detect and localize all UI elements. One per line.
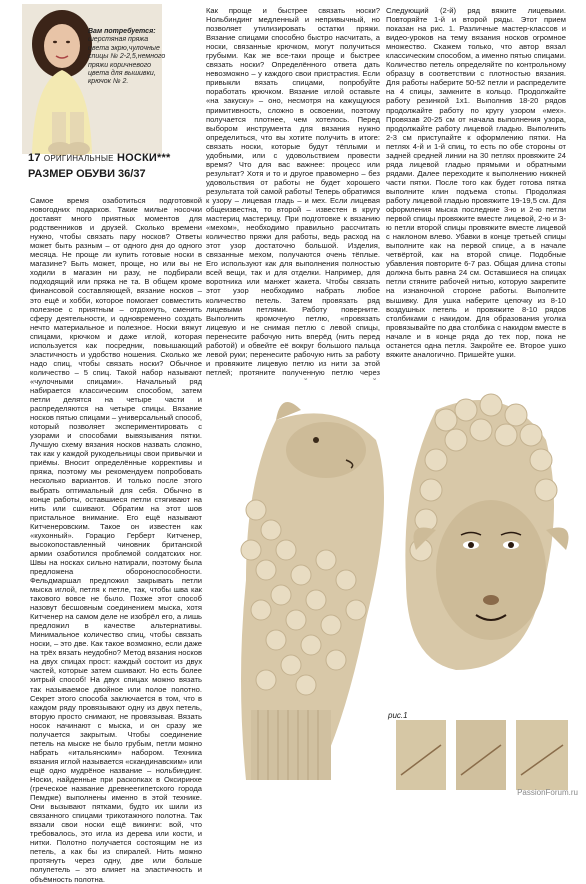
materials-text: шерстяная пряжа цвета экрю,чулочные спицы № 2-2,5,немного пряжи коричневого цвета для вышивки, крючок № 2. bbox=[88, 36, 166, 86]
figure-label: рис.1 bbox=[388, 711, 408, 720]
title-word-socks: НОСКИ bbox=[116, 152, 158, 164]
title-word-original: ОРИГИНАЛЬНЫЕ bbox=[43, 154, 114, 163]
sheep-socks-photo bbox=[206, 380, 572, 794]
project-title bbox=[28, 152, 170, 164]
article-column-3: Следующий (2-й) ряд вяжите лицевыми. Повторяйте 1-й и второй ряды. Этот прием показан на рис. 1. Различные мастер-классов и видео-уроков на тему вязания носков огромное множество. Скажем только, что автор вязал классическим способом, а именно пятью спицами. Количество петель определяйте по контрольному образцу в соответствии с плотностью вязания. Для работы наберите 50-52 петли и распределите на 4 спицы, замкните в кольцо. Продолжайте работу резинкой 1х1. Выполнив 18-20 рядов продолжайте работу по кругу узором «мех». Провязав 20-25 см от начала выполнения узора, продолжайте работу лицевой гладью. Выполнить 2-3 см приступайте к оформлению пятки. На петлях 4-й и 1-й спиц, то есть по обе стороны от задней средней линии на 30 петлях провяжите 24 ряда лицевой гладью прямыми и обратными рядами. Далее переходите к выполнению нижней части пятки. После того как будет готова пятка выполните клин подъема стопы. Продолжая работу лицевой гладью провяжите 19-19,5 см. Для оформления мыска последние 3-ю и 2-ю петли первой спицы провяжите вместе лицевой, 2-ю и 3-ю петли второй спицы провяжите вместе лицевой с наклоном влево. Убавки в конце третьей спицы выполните как на первой спице, а в начале четвёртой, как на второй спице. Подобные убавления повторите 6-7 раз. Общая длина стопы должна быть равна 24 см. Оставшиеся на спицах петли стяните рабочей нитью, которую закрепите на изнаночной стороне работы. Выполните вышивку. Для ушка наберите цепочку из 8-10 воздушных петель и провяжите 8-10 рядов столбиками с накидом. Для образования уголка провязывайте по два столбика с накидом вместе в начале и в конце ряда до тех пор, пока не останется одна петля. Закройте ее. Второе ушко вяжите аналогично. Пришейте ушки. bbox=[386, 6, 566, 359]
article-column-1: Самое время озаботиться подготовкой новогодних подарков. Такие милые носочки доставят много приятных моментов для родственников и друзей. Сколько времени нужно, чтобы связать пару носков? Ответы может быть разным – от одного дня до одного месяца. Не проще ли купить готовые носки в магазине? Быть может, проще, но или вы не ходили в магазин ни разу, не подбирали подходящий или пряжа не та. В общем кроме финансовой составляющей, вязание носков – это ещё и хобби, которое помогает совместить полезное с приятным – отдохнуть, сменить сферу деятельности, и одновременно создать нечто материальное и полезное. Носки вяжут спицами, крючком и даже иглой, которая используется как посредник, повышающий эластичность и удобство ношения. Сколько же надо спиц, чтобы связать носки? Обычное количество – 5 спиц. Такой набор называют «чулочными спицами». Начальный ряд набирается классическим способом, затем петли делятся на четыре части и распределяются на четыре спицы. Вязание носков пятью спицами – универсальный способ, который позволяет экспериментировать с узорами и способами вывязывания пятки. Лучшую схему вязания носков назвать сложно, так как у каждой рукодельницы свои привычки и приёмы. Вносит определённые коррективы и пряжа, поэтому мы рекомендуем попробовать несколько вариантов. И только после этого выбрать оптимальный для себя. Обычно в конце работы, оставшиеся петли стягивают на нить или сшивают. Обратим на этот шов пристальное внимание. Его ещё называют Китченеровским. Такое он известен как «кухонный». Горацио Герберт Китченер, высокопоставленный чиновник британской армии озаботился проблемой солдатских ног. Швы на носках сильно натирали, поэтому была предложена обороноспособности. Фельдмаршал предложил закрывать петли мыска иглой, петля к петле, так, чтобы шва как такового вовсе не было. Позже этот способ назовут бесшовным соединением мыска, хотя Китченер на самом деле не изобрёл его, а лишь предложил в качестве альтернативы. Минимальное количество спиц, чтобы связать носки, – это две. Как такое возможно, если даже на трёх вязать неудобно? Метод вязания носков на двух спицах прост: каждый состоит из двух частей, которые затем сшивают. Но есть более хитрый способ! На двух спицах можно вязать так называемое двойное или полое полотно. Секрет этого способа заключается в том, что в каждом ряду провязывают одну из двух петель, вторую просто снимают, не провязывая. Вязать носок начинают с мыска, и он сразу же получается закрытым. Чтобы соединение петель на мыске не было грубым, петли можно набрать «итальянским» набором. Техника вязания иглой называется «скандинавским» или ещё одно мудрёное название – нольбиндинг. Носки, найденные при раскопках в Оксиринхе (греческое название древнеегипетского города Пемдже) выполнены именно в этой технике. Они вызывают пятками, будто их шили из связанного спицами трикотажного полотна. Так вязали свои носки ещё викинги: вой, что требовалось, это игла из дерева или кости, и нитки. Полотно получается состоящим не из петель, а как бы из спиралей. Нить можно протянуть через одну, две или больше полупетель – это влияет на эластичность и объёмность полотна. bbox=[30, 196, 202, 884]
article-column-2: Как проще и быстрее связать носки? Нольбиндинг медленный и непривычный, но позволяет утилизировать остатки пряжи. Вязание спицами способно быстро насчитать, а носки, связанные крючком, могут получиться грубыми. Как же все-таки проще и быстрее связать носки? Определённого ответа дать невозможно – у каждого свои пристрастия. Если привыкли вязать спицами, попробуйте поработать крючком. Вязание иглой оставьте «на закуску» – оно, несмотря на кажущуюся примитивность, сложно в освоении, поэтому получается плотнее, чем хотелось. Перед выбором инструмента для вязания нужно определиться, что вы хотите получить в итоге: связать носки, которые будут тёплыми и удобными, или с удовольствием провести время? Что для вас важнее: процесс или результат? Хотя и то и другое правомерно – без удовольствия от работы не будет хорошего результата той самой работы! Теперь обратимся к узору – лицевая гладь – и мех. Если лицевая общеизвестна, то второй – известен в кругу мастериц мастерицу. При подготовке к вязанию «мехом», необходимо правильно рассчитать количество пряжи для работы, ведь расход на этот узор достаточно большой. Изделия, связанные мехом, получаются очень тёплые. Его используют как для выполнения полностью всей вещи, так и для отделки. Например, для воротника или манжет жакета. Чтобы связать этот узор необходимо набрать любое количество петель. Затем провязать ряд лицевыми петлями. Работу поверните. Выполнить кромочную петлю, «провязать лицевую и не снимая петлю с левой спицы, перенесите рабочую нить вперёд (нить перед работой) и обвейте её вокруг большого пальца левой руки; перенесите рабочую нить за работу и провяжите лицевую петлю из нити за этой петлей; протяните полученную петлю через bbox=[206, 6, 380, 377]
materials-heading: Вам потребуется: bbox=[88, 28, 156, 35]
watermark: PassionForum.ru bbox=[517, 788, 578, 797]
sheep-socks-illustration bbox=[206, 380, 572, 794]
stitch-swatches bbox=[396, 720, 568, 790]
materials-block bbox=[88, 28, 168, 87]
shoe-size: РАЗМЕР ОБУВИ 36/37 bbox=[28, 168, 146, 180]
project-number: 17 bbox=[28, 152, 41, 164]
difficulty-stars: *** bbox=[157, 152, 171, 164]
